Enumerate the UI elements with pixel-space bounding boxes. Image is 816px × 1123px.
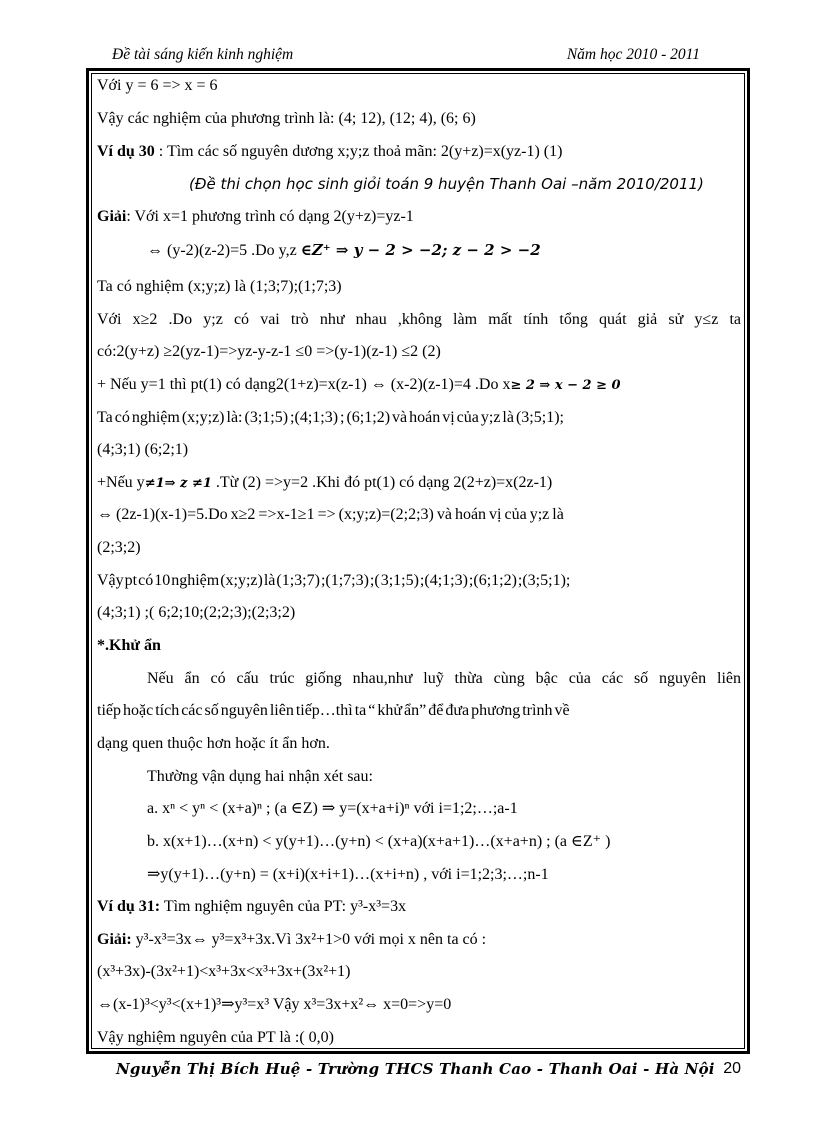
example-31-statement (97, 895, 406, 919)
remark-b-conclusion: ⇒y(y+1)…(y+n) = (x+i)(x+i+1)…(x+i+n) , với i=1;2;3;…;n-1 (147, 866, 549, 883)
solution-label: Giải (97, 208, 127, 225)
text-line: (4;3;1) ;( 6;2;10;(2;2;3);(2;3;2) (97, 604, 296, 621)
math-formula: ∈Z⁺ ⇒ y − 2 > −2; z − 2 > −2 (300, 241, 541, 259)
page-number: 20 (723, 1060, 741, 1077)
text-line: Ta có nghiệm (x;y;z) là: (3;1;5) ;(4;1;3) ; (6;1;2) và hoán vị của y;z là (3;5;1); (97, 409, 564, 426)
case-y-not-1 (97, 471, 552, 495)
solution-line (97, 928, 486, 952)
text-line: Vậy nghiệm nguyên của PT là :( 0,0) (97, 1029, 334, 1046)
equation-text: ⇔ (y-2)(z-2)=5 .Do y,z (147, 242, 301, 259)
example-label: Ví dụ 30 (97, 143, 155, 160)
text-line: Vậy pt có 10 nghiệm (x;y;z) là (1;3;7) ;(1;7;3) ;( 3;1;5) ;(4;1;3) ;(6;1;2) ;(3;5;1); (97, 572, 571, 589)
header-title: Đề tài sáng kiến kinh nghiệm (112, 46, 294, 63)
solution-line (97, 205, 414, 229)
case-text: .Từ (2) =>y=2 .Khi đó pt(1) có dạng 2(2+z)=x(2z-1) (211, 474, 553, 491)
example-30-statement (97, 140, 562, 164)
section-heading: *.Khử ẩn (97, 637, 161, 654)
exam-source-note: (Đề thi chọn học sinh giỏi toán 9 huyện Thanh Oai –năm 2010/2011) (189, 175, 704, 193)
text-line: Thường vận dụng hai nhận xét sau: (147, 768, 373, 785)
paragraph-line: tiếp hoặc tích các số nguyên liên tiếp…thì ta “ khử ẩn” để đưa phương trình về (97, 702, 570, 719)
example-label: Ví dụ 31: (97, 898, 161, 915)
page-footer (116, 1060, 741, 1082)
remark-a: a. xⁿ < yⁿ < (x+a)ⁿ ; (a ∈Z) ⇒ y=(x+a+i)ⁿ với i=1;2;…;a-1 (147, 800, 518, 817)
solution-text: y³-x³=3x⇔ y³=x³+3x.Vì 3x²+1>0 với mọi x nên ta có : (131, 931, 487, 948)
text-line: Với x≥2 .Do y;z có vai trò như nhau ,không làm mất tính tổng quát giả sử y≤z ta (97, 311, 741, 328)
footer-author: Nguyễn Thị Bích Huệ - Trường THCS Thanh Cao - Thanh Oai - Hà Nội (116, 1060, 715, 1078)
text-line: ⇔ (2z-1)(x-1)=5.Do x≥2 =>x-1≥1 => (x;y;z)=(2;2;3) và hoán vị của y;z là (97, 506, 564, 523)
text-line: (x³+3x)-(3x²+1)<x³+3x<x³+3x+(3x²+1) (97, 963, 351, 980)
case-text: + Nếu y=1 thì pt(1) có dạng2(1+z)=x(z-1) ⇔ (x-2)(z-1)=4 .Do x (97, 376, 511, 393)
text-line: ⇔(x-1)³<y³<(x+1)³⇒y³=x³ Vậy x³=3x+x²⇔ x=0=>y=0 (97, 996, 452, 1013)
text-line: Với y = 6 => x = 6 (97, 77, 218, 94)
text-line: (4;3;1) (6;2;1) (97, 441, 189, 458)
paragraph-line: dạng quen thuộc hơn hoặc ít ẩn hơn. (97, 735, 330, 752)
example-text: : Tìm các số nguyên dương x;y;z thoả mãn: 2(y+z)=x(yz-1) (1) (154, 143, 563, 160)
paragraph-line: Nếu ẩn có cấu trúc giống nhau,như luỹ thừa cùng bậc của các số nguyên liên (147, 670, 741, 687)
case-y-equals-1 (97, 373, 621, 397)
text-line: Vậy các nghiệm của phương trình là: (4; 12), (12; 4), (6; 6) (97, 110, 476, 127)
math-formula: ≠1⇒ z ≠1 (144, 476, 212, 491)
header-school-year: Năm học 2010 - 2011 (566, 46, 700, 63)
solution-label: Giải: (97, 931, 132, 948)
solution-text: : Với x=1 phương trình có dạng 2(y+z)=yz-1 (126, 208, 414, 225)
math-formula: ≥ 2 ⇒ x − 2 ≥ 0 (510, 378, 621, 393)
text-line: (2;3;2) (97, 539, 141, 556)
example-text: Tìm nghiệm nguyên của PT: y³-x³=3x (160, 898, 407, 915)
remark-b: b. x(x+1)…(x+n) < y(y+1)…(y+n) < (x+a)(x+a+1)…(x+a+n) ; (a ∈Z⁺ ) (147, 833, 611, 850)
page-header (112, 46, 700, 66)
text-line: Ta có nghiệm (x;y;z) là (1;3;7);(1;7;3) (97, 278, 342, 295)
case-text: +Nếu y (97, 474, 145, 491)
equivalence-line (147, 238, 541, 262)
text-line: có:2(y+z) ≥2(yz-1)=>yz-y-z-1 ≤0 =>(y-1)(z-1) ≤2 (2) (97, 343, 441, 360)
